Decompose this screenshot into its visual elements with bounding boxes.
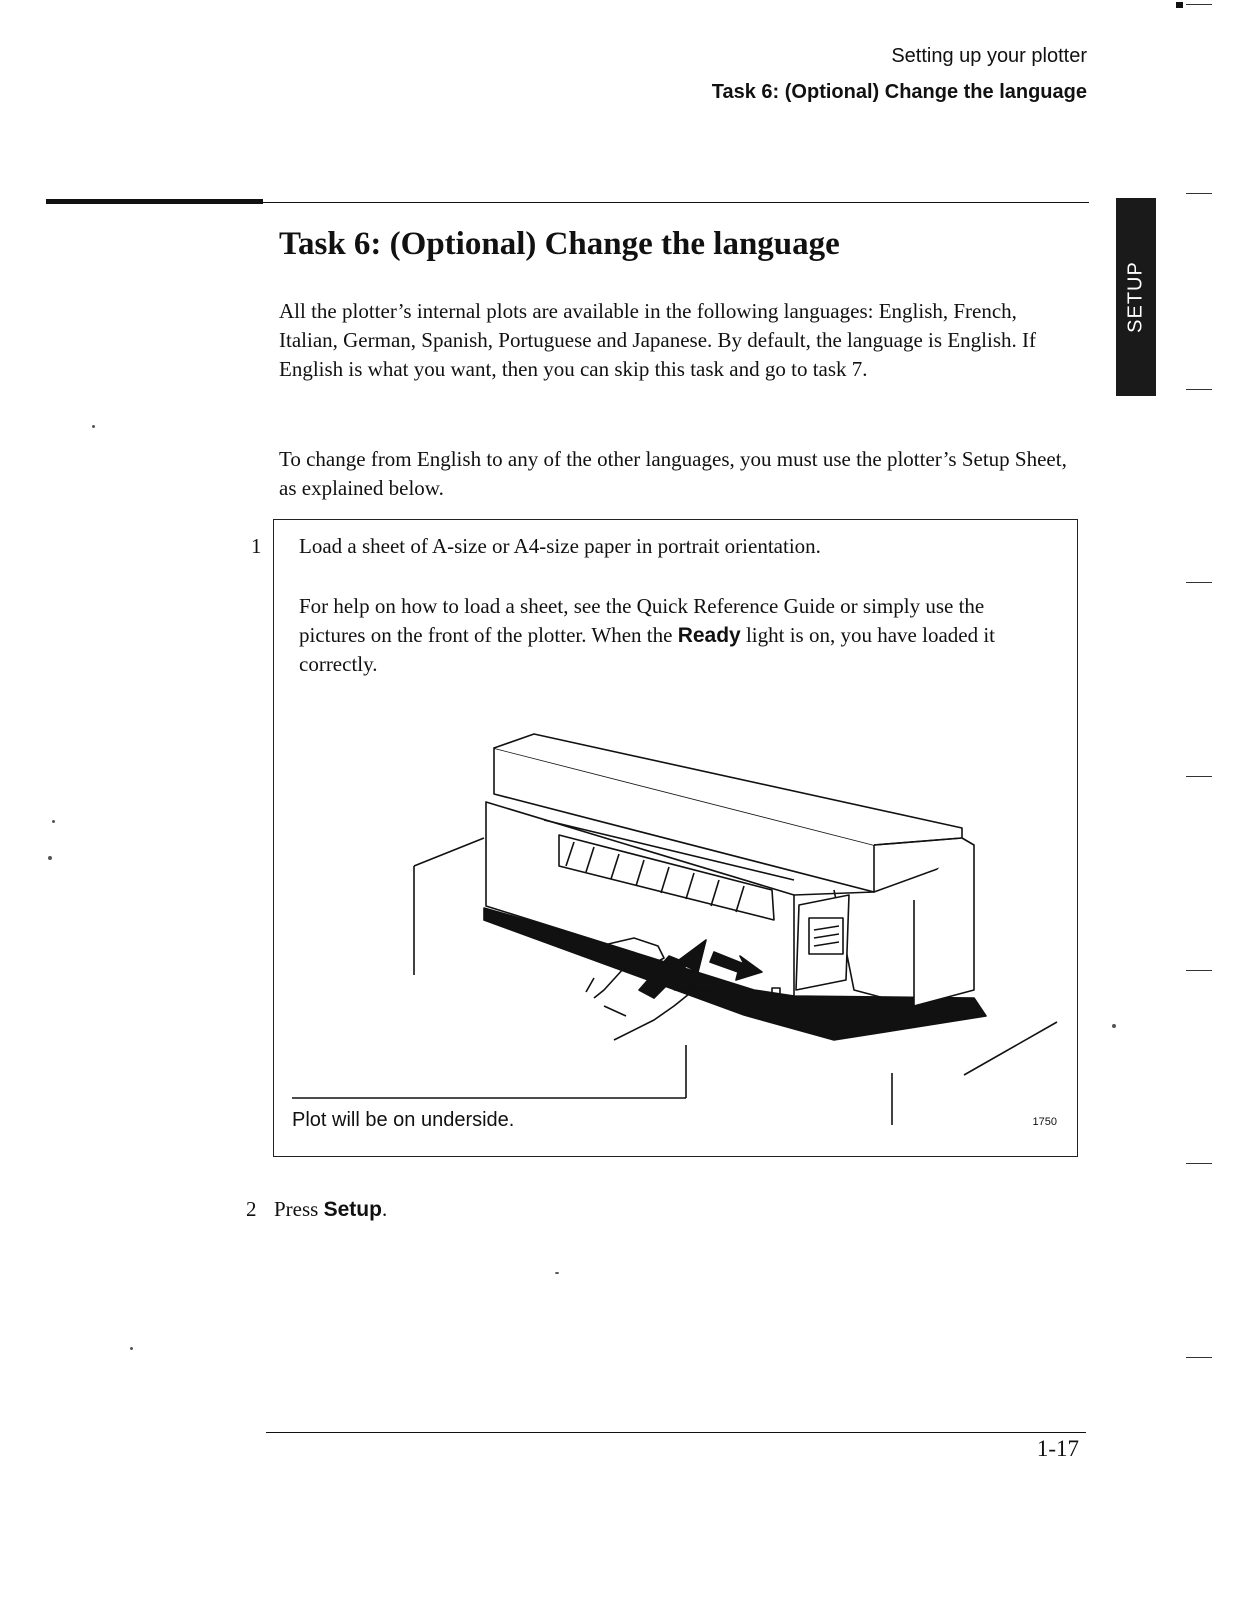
page-title: Task 6: (Optional) Change the language [279,226,840,262]
header-subsection: Task 6: (Optional) Change the language [711,81,1087,103]
help-text-end: light is on, you have loaded it correctly. [299,623,996,676]
figure-caption: Plot will be on underside. [292,1109,515,1131]
step-2-prefix: Press [274,1197,324,1221]
step-1-instruction: Load a sheet of A-size or A4-size paper in portrait orientation. [299,534,821,558]
edge-mark [1186,776,1212,777]
change-paragraph: To change from English to any of the other languages, you must use the plotter’s Setup Sheet, as explained below. [279,447,1067,500]
section-rule-thin [263,202,1089,203]
side-tab-label: SETUP [1124,261,1147,333]
running-header [712,38,1087,110]
scan-speck [130,1347,133,1350]
setup-button-label: Setup [323,1198,382,1221]
setup-side-tab [1116,198,1156,396]
step-1-number: 1 [251,534,262,558]
edge-mark [1186,970,1212,971]
plotter-loading-illustration [274,520,1079,1158]
section-rule-thick [46,199,263,204]
corner-mark [1176,2,1183,8]
footer-rule [266,1432,1086,1433]
edge-mark [1186,1357,1212,1358]
table-outline [414,838,484,866]
step-2-suffix: . [381,1197,388,1221]
edge-mark [1186,1163,1212,1164]
edge-mark [1186,193,1212,194]
scan-speck [48,856,52,860]
ready-light-label: Ready [677,624,741,647]
scan-speck [52,820,55,823]
edge-mark [1186,582,1212,583]
corner-line [1186,4,1212,5]
help-text-start: For help on how to load a sheet, see the Quick Reference Guide or simply use the pictures on the front of the plotter. When the [299,594,985,647]
step-1-box [273,519,1078,1157]
page-number: 1-17 [1036,1436,1079,1461]
scan-speck [1112,1024,1116,1028]
scan-speck [92,425,95,428]
intro-paragraph: All the plotter’s internal plots are available in the following languages: English, French, Italian, German, Spanish, Portuguese and Japanese. By default, the language is English. If English is what you want, then you can skip this task and go to task 7. [279,299,1036,381]
scan-speck [555,1272,559,1274]
edge-mark [1186,389,1212,390]
step-2-number: 2 [246,1197,257,1221]
step-2-instruction [274,1195,387,1224]
figure-number: 1750 [1032,1116,1057,1128]
header-section: Setting up your plotter [891,45,1087,67]
control-panel [796,895,849,990]
